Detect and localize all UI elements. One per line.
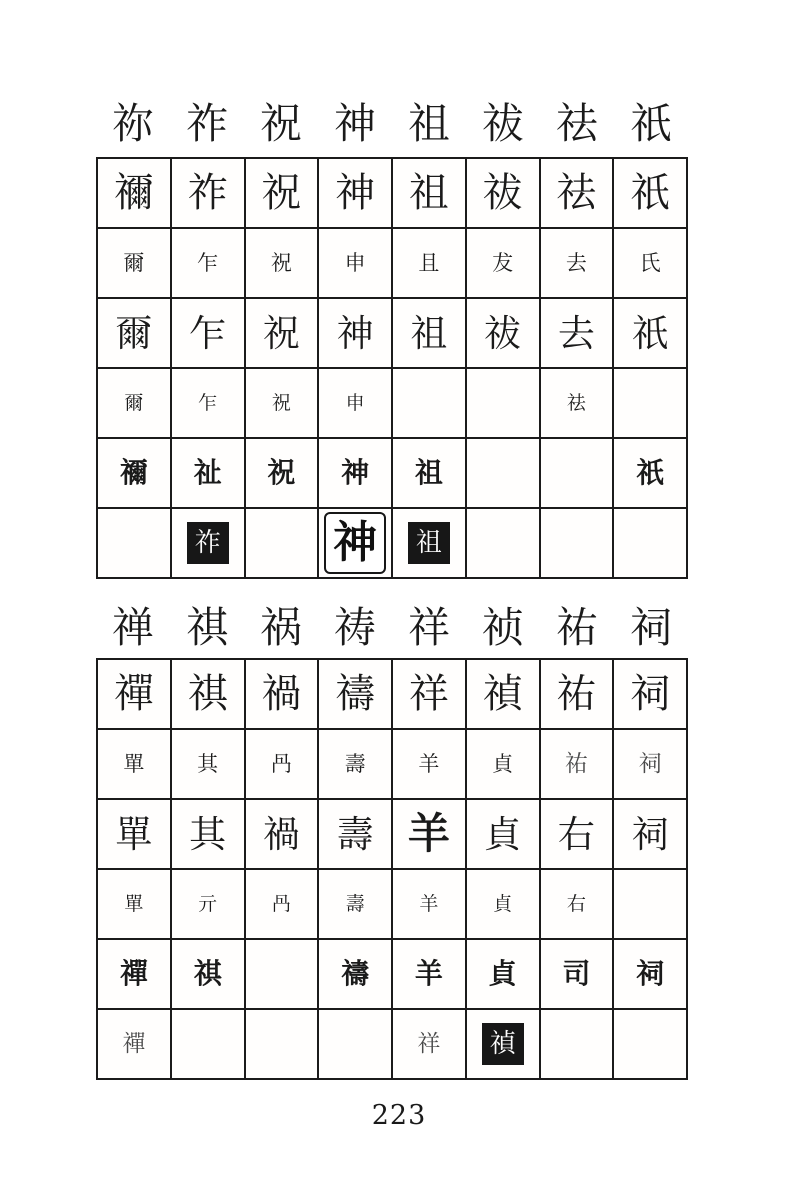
- glyph-cell: [171, 799, 245, 869]
- glyph-row: [97, 158, 687, 228]
- glyph-row: [97, 869, 687, 939]
- header-character: 神: [333, 99, 376, 148]
- table1-glyph-grid: [96, 157, 688, 579]
- ancient-script-glyph: 祚: [187, 170, 228, 216]
- header-character: 祢: [111, 99, 154, 148]
- glyph-cell: [171, 298, 245, 368]
- glyph-cell: [392, 1009, 466, 1079]
- glyph-row: [97, 1009, 687, 1079]
- empty-cell: [466, 438, 540, 508]
- ancient-script-glyph: 羊: [414, 957, 443, 990]
- empty-cell: [245, 508, 319, 578]
- glyph-cell: [613, 158, 687, 228]
- glyph-cell: [392, 298, 466, 368]
- empty-cell: [392, 368, 466, 438]
- glyph-cell: [97, 729, 171, 799]
- empty-cell: [540, 1009, 614, 1079]
- glyph-row: [97, 729, 687, 799]
- ancient-script-glyph: 申: [345, 391, 365, 414]
- ancient-script-glyph: 神: [324, 512, 386, 574]
- ancient-script-glyph: 壽: [345, 892, 365, 915]
- glyph-cell: [318, 438, 392, 508]
- glyph-row: [97, 799, 687, 869]
- ancient-script-glyph: 祝: [270, 250, 292, 275]
- ancient-script-glyph: 祝: [262, 311, 300, 355]
- table1-header-row: [96, 96, 688, 152]
- ancient-script-glyph: 祺: [187, 671, 228, 717]
- glyph-cell: [466, 1009, 540, 1079]
- glyph-cell: [466, 869, 540, 939]
- ancient-script-glyph: 司: [562, 957, 591, 990]
- empty-cell: [318, 1009, 392, 1079]
- glyph-cell: [318, 298, 392, 368]
- empty-cell: [245, 939, 319, 1009]
- ancient-script-glyph: 祺: [193, 957, 222, 990]
- ancient-script-glyph: 禪: [113, 671, 154, 717]
- ancient-script-glyph: 犮: [492, 250, 514, 275]
- glyph-cell: [245, 729, 319, 799]
- glyph-cell: [245, 799, 319, 869]
- glyph-cell: [97, 158, 171, 228]
- glyph-cell: [613, 799, 687, 869]
- header-character: 祝: [259, 99, 302, 148]
- empty-cell: [245, 1009, 319, 1079]
- glyph-cell: [466, 939, 540, 1009]
- glyph-cell: [540, 729, 614, 799]
- table2-glyph-grid: [96, 658, 688, 1080]
- ancient-script-glyph: 乍: [189, 311, 227, 355]
- glyph-cell: [171, 729, 245, 799]
- ancient-script-glyph: 祝: [261, 170, 302, 216]
- glyph-cell: [540, 939, 614, 1009]
- glyph-cell: [392, 729, 466, 799]
- table2-header-row: [96, 600, 688, 656]
- glyph-cell: [97, 228, 171, 298]
- glyph-cell: [245, 869, 319, 939]
- glyph-cell: [392, 799, 466, 869]
- empty-cell: [613, 368, 687, 438]
- ancient-script-glyph: 祉: [193, 456, 222, 489]
- glyph-cell: [97, 1009, 171, 1079]
- glyph-cell: [613, 298, 687, 368]
- ancient-script-glyph: 禪: [122, 1030, 146, 1057]
- ancient-script-glyph: 爾: [124, 391, 144, 414]
- header-character: 祷: [333, 603, 376, 652]
- empty-cell: [466, 368, 540, 438]
- ancient-script-glyph: 氏: [639, 250, 661, 275]
- ancient-script-glyph: 去: [557, 311, 595, 355]
- glyph-cell: [540, 228, 614, 298]
- glyph-cell: [97, 659, 171, 729]
- ancient-script-glyph: 單: [124, 892, 144, 915]
- glyph-cell: [97, 368, 171, 438]
- ancient-script-glyph: 祓: [484, 311, 522, 355]
- glyph-cell: [540, 659, 614, 729]
- glyph-cell: [171, 939, 245, 1009]
- ancient-script-glyph: 祖: [408, 522, 450, 564]
- ancient-script-glyph: 神: [335, 170, 376, 216]
- ancient-script-glyph: 禰: [119, 456, 148, 489]
- header-character: 祛: [555, 99, 598, 148]
- ancient-script-glyph: 祝: [271, 391, 291, 414]
- glyph-cell: [392, 438, 466, 508]
- ancient-script-glyph: 亓: [198, 892, 218, 915]
- glyph-row: [97, 508, 687, 578]
- glyph-cell: [466, 228, 540, 298]
- glyph-cell: [245, 158, 319, 228]
- empty-cell: [97, 508, 171, 578]
- glyph-cell: [318, 939, 392, 1009]
- glyph-cell: [466, 659, 540, 729]
- ancient-script-glyph: 單: [115, 812, 153, 856]
- glyph-cell: [466, 158, 540, 228]
- glyph-cell: [318, 368, 392, 438]
- ancient-script-glyph: 祥: [408, 671, 449, 717]
- ancient-script-glyph: 貞: [493, 892, 513, 915]
- ancient-script-glyph: 冎: [270, 751, 292, 776]
- ancient-script-glyph: 祠: [631, 812, 669, 856]
- ancient-script-glyph: 羊: [418, 751, 440, 776]
- glyph-cell: [540, 368, 614, 438]
- header-character: 祯: [481, 603, 524, 652]
- ancient-script-glyph: 壽: [336, 812, 374, 856]
- ancient-script-glyph: 祇: [636, 456, 665, 489]
- ancient-script-glyph: 爾: [115, 311, 153, 355]
- glyph-cell: [171, 508, 245, 578]
- glyph-cell: [392, 228, 466, 298]
- glyph-cell: [245, 228, 319, 298]
- glyph-cell: [540, 799, 614, 869]
- glyph-cell: [318, 729, 392, 799]
- ancient-script-glyph: 右: [566, 892, 586, 915]
- ancient-script-glyph: 禍: [262, 812, 300, 856]
- ancient-script-glyph: 祠: [638, 750, 662, 777]
- ancient-script-glyph: 祛: [556, 170, 597, 216]
- glyph-row: [97, 939, 687, 1009]
- ancient-script-glyph: 神: [336, 311, 374, 355]
- ancient-script-glyph: 祛: [566, 391, 586, 414]
- glyph-row: [97, 438, 687, 508]
- ancient-script-glyph: 申: [344, 250, 366, 275]
- empty-cell: [613, 508, 687, 578]
- ancient-script-glyph: 禱: [341, 957, 370, 990]
- ancient-script-glyph: 其: [189, 812, 227, 856]
- glyph-row: [97, 298, 687, 368]
- page-number: 223: [371, 1100, 427, 1131]
- ancient-script-glyph: 禱: [335, 671, 376, 717]
- header-character: 禅: [111, 603, 154, 652]
- ancient-script-glyph: 祚: [187, 522, 229, 564]
- glyph-cell: [318, 869, 392, 939]
- ancient-script-glyph: 禎: [482, 1023, 524, 1065]
- ancient-script-glyph: 單: [123, 751, 145, 776]
- glyph-row: [97, 228, 687, 298]
- header-character: 祇: [629, 99, 672, 148]
- glyph-cell: [97, 438, 171, 508]
- ancient-script-glyph: 爾: [123, 250, 145, 275]
- glyph-cell: [97, 939, 171, 1009]
- glyph-cell: [171, 659, 245, 729]
- ancient-script-glyph: 神: [341, 456, 370, 489]
- ancient-script-glyph: 且: [418, 250, 440, 275]
- ancient-script-glyph: 壽: [344, 751, 366, 776]
- empty-cell: [613, 869, 687, 939]
- glyph-cell: [466, 729, 540, 799]
- glyph-cell: [613, 729, 687, 799]
- empty-cell: [540, 508, 614, 578]
- glyph-cell: [392, 158, 466, 228]
- header-character: 祓: [481, 99, 524, 148]
- glyph-cell: [171, 869, 245, 939]
- glyph-cell: [540, 158, 614, 228]
- ancient-script-glyph: 羊: [407, 809, 450, 858]
- ancient-script-glyph: 其: [197, 751, 219, 776]
- header-character: 祸: [259, 603, 302, 652]
- ancient-script-glyph: 禍: [261, 671, 302, 717]
- glyph-cell: [540, 869, 614, 939]
- glyph-cell: [540, 298, 614, 368]
- glyph-cell: [613, 228, 687, 298]
- ancient-script-glyph: 祐: [556, 671, 597, 717]
- header-character: 祥: [407, 603, 450, 652]
- empty-cell: [613, 1009, 687, 1079]
- ancient-script-glyph: 祠: [636, 957, 665, 990]
- glyph-cell: [392, 939, 466, 1009]
- ancient-script-glyph: 禰: [113, 170, 154, 216]
- glyph-cell: [97, 799, 171, 869]
- glyph-cell: [245, 298, 319, 368]
- ancient-script-glyph: 祇: [631, 311, 669, 355]
- glyph-cell: [613, 659, 687, 729]
- ancient-script-glyph: 禎: [482, 671, 523, 717]
- ancient-script-glyph: 祖: [414, 456, 443, 489]
- glyph-cell: [318, 508, 392, 578]
- ancient-script-glyph: 祖: [408, 170, 449, 216]
- empty-cell: [466, 508, 540, 578]
- ancient-script-glyph: 祓: [482, 170, 523, 216]
- ancient-script-glyph: 冎: [271, 892, 291, 915]
- glyph-cell: [318, 228, 392, 298]
- ancient-script-glyph: 乍: [197, 250, 219, 275]
- glyph-row: [97, 659, 687, 729]
- glyph-cell: [613, 438, 687, 508]
- glyph-cell: [245, 438, 319, 508]
- glyph-cell: [171, 438, 245, 508]
- ancient-script-glyph: 貞: [492, 751, 514, 776]
- ancient-script-glyph: 祠: [630, 671, 671, 717]
- glyph-cell: [171, 228, 245, 298]
- empty-cell: [540, 438, 614, 508]
- header-character: 祖: [407, 99, 450, 148]
- glyph-cell: [392, 659, 466, 729]
- glyph-cell: [392, 869, 466, 939]
- ancient-script-glyph: 祐: [564, 750, 588, 777]
- header-character: 祠: [629, 603, 672, 652]
- glyph-cell: [392, 508, 466, 578]
- glyph-cell: [97, 869, 171, 939]
- ancient-script-glyph: 祥: [417, 1030, 441, 1057]
- glyph-cell: [245, 368, 319, 438]
- header-character: 祚: [185, 99, 228, 148]
- glyph-cell: [97, 298, 171, 368]
- ancient-script-glyph: 祝: [267, 456, 296, 489]
- ancient-script-glyph: 右: [557, 812, 595, 856]
- ancient-script-glyph: 羊: [419, 892, 439, 915]
- ancient-script-glyph: 去: [565, 250, 587, 275]
- ancient-script-glyph: 乍: [198, 391, 218, 414]
- ancient-script-glyph: 祖: [410, 311, 448, 355]
- glyph-cell: [466, 298, 540, 368]
- glyph-cell: [318, 158, 392, 228]
- ancient-script-glyph: 祇: [630, 170, 671, 216]
- glyph-cell: [318, 799, 392, 869]
- empty-cell: [171, 1009, 245, 1079]
- glyph-cell: [613, 939, 687, 1009]
- glyph-cell: [171, 158, 245, 228]
- ancient-script-glyph: 貞: [484, 812, 522, 856]
- glyph-cell: [318, 659, 392, 729]
- glyph-row: [97, 368, 687, 438]
- ancient-script-glyph: 禪: [119, 957, 148, 990]
- glyph-cell: [171, 368, 245, 438]
- header-character: 祐: [555, 603, 598, 652]
- glyph-cell: [466, 799, 540, 869]
- header-character: 祺: [185, 603, 228, 652]
- glyph-cell: [245, 659, 319, 729]
- ancient-script-glyph: 貞: [488, 957, 517, 990]
